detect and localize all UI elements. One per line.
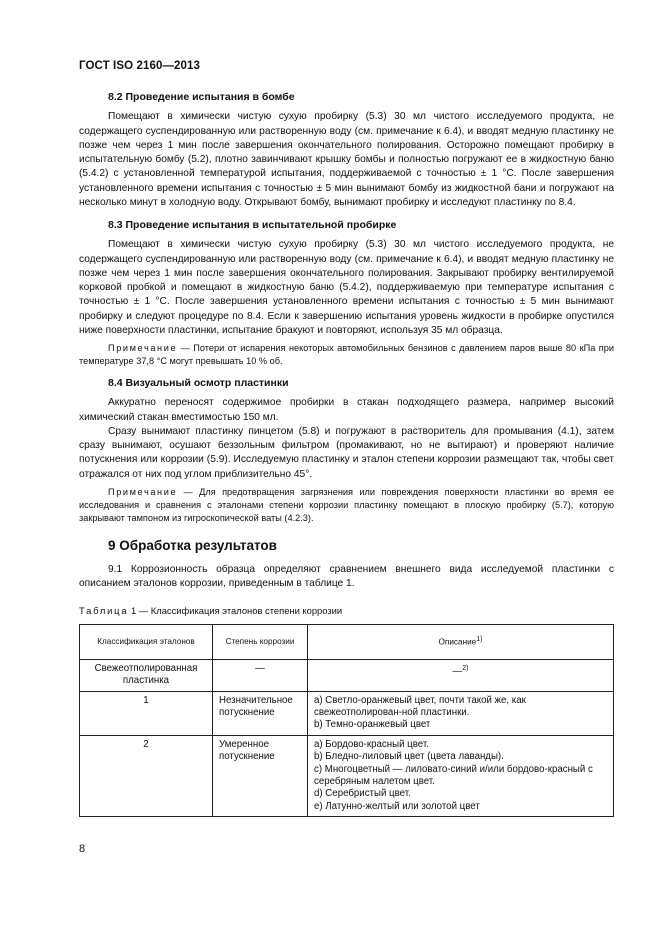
- section-8-3-note: [79, 342, 614, 368]
- note-text: — Для предотвращения загрязнения или повреждения поверхности пластинки во время ее исследования и сравнения с эталонами степени коррозии пластинку помещают в плоскую пробирку (5.7), которую закрывают тампоном из гигроскопической ваты (4.2.3).: [79, 486, 614, 523]
- section-8-4-text-2: Сразу вынимают пластинку пинцетом (5.8) и погружают в растворитель для промывания (4.1), затем сразу вынимают, осушают беззольным фильтром (промакивают, но не вытирают) и проверяют наличие потускнения или коррозии (5.9). Исследуемую пластинку и эталон степени коррозии размещают так, чтобы свет отражался от них под углом приблизительно 45°.: [79, 425, 614, 480]
- description-line: b) Темно-оранжевый цвет: [314, 719, 431, 731]
- page-content: [79, 90, 614, 817]
- section-8-4-text-1: Аккуратно переносят содержимое пробирки в стакан подходящего размера, например высокий химический стакан вместимостью 150 мл.: [79, 397, 614, 423]
- description-line: с) Многоцветный — лиловато-синий и/или бордово-красный с серебряным налетом цвет.: [314, 763, 593, 787]
- header-description-label: Описание: [438, 638, 477, 648]
- section-8-2-text: Помещают в химически чистую сухую пробирку (5.3) 30 мл чистого исследуемого продукта, не содержащего суспендированную или растворенную воду (см. примечание к 6.4), и вводят медную пластинку не позже чем через 1 мин после завершения окончательного полирования. Осторожно помещают пробирку в испытательную бомбу (5.2), плотно завинчивают крышку бомбы и полностью погружают ее в жидкостную баню (5.4.2) с установленной температурой испытания, поддерживаемой с точностью ± 1 °С. После завершения установленного времени испытания с точностью ± 5 мин вынимают бомбу из жидкостной бани и погружают на несколько минут в холодную воду. Открывают бомбу, вынимают пробирку и исследуют пластинку по 8.4.: [79, 111, 614, 208]
- description-line: b) Бледно-лиловый цвет (цвета лаванды).: [314, 751, 504, 763]
- cell-description: [308, 735, 614, 816]
- section-heading-8-2: 8.2 Проведение испытания в бомбе: [108, 91, 295, 103]
- description-line: d) Серебристый цвет.: [314, 788, 411, 800]
- table-caption-text: 1 — Классификация эталонов степени коррозии: [128, 604, 343, 616]
- note-label: Примечание: [108, 343, 178, 353]
- note-label: Примечание: [108, 486, 178, 497]
- description-footnote: 2): [462, 664, 469, 672]
- cell-degree: —: [213, 659, 308, 691]
- description-line: е) Латунно-желтый или золотой цвет: [314, 800, 480, 812]
- section-9-1-text: 9.1 Коррозионность образца определяют сравнением внешнего вида исследуемой пластинки с описанием эталонов коррозии, приведенным в таблице 1.: [79, 564, 614, 590]
- header-description-footnote: 1): [476, 636, 483, 644]
- document-header: ГОСТ ISO 2160—2013: [79, 60, 201, 72]
- section-heading-8-4: 8.4 Визуальный осмотр пластинки: [108, 377, 289, 389]
- note-text: — Потери от испарения некоторых автомобильных бензинов с давлением паров выше 80 кПа при температуре 37,8 °С могут превышать 10 % об.: [79, 343, 614, 366]
- cell-degree: Умеренное потускнение: [213, 735, 308, 816]
- description-line: а) Светло-оранжевый цвет, почти такой же, как свежеотполирован-ной пластинки.: [314, 694, 526, 718]
- cell-classification: Свежеотполированная пластинка: [80, 659, 213, 691]
- table-caption-label: Таблица: [79, 604, 129, 616]
- table-row: [80, 659, 614, 691]
- cell-degree: Незначительное потускнение: [213, 691, 308, 735]
- description-line: —: [452, 665, 463, 677]
- cell-classification: 1: [80, 691, 213, 735]
- section-8-4-note: [79, 486, 614, 525]
- cell-description: [308, 691, 614, 735]
- description-line: а) Бордово-красный цвет.: [314, 738, 429, 750]
- header-description: [308, 624, 614, 659]
- section-heading-8-3: 8.3 Проведение испытания в испытательной пробирке: [108, 219, 397, 231]
- section-heading-9: 9 Обработка результатов: [108, 537, 277, 553]
- page-number: 8: [79, 843, 86, 855]
- cell-description: [308, 659, 614, 691]
- section-8-3-text: Помещают в химически чистую сухую пробирку (5.3) 30 мл чистого исследуемого продукта, не содержащего суспендированную или растворенную воду (см. примечание к 6.4), и вводят медную пластинку не позже чем через 1 мин после завершения окончательного полирования. Закрывают пробирку вентилируемой корковой пробкой и помещают в жидкостную баню (5.4.2), поддерживаемую при температуре испытания с точностью ± 1 °С. После завершения установленного времени испытания с точностью ± 5 мин вынимают пробирку и следуют процедуре по 8.4. Если к завершению испытания уровень жидкости в пробирке опустился ниже поверхности пластинки, испытание бракуют и повторяют, используя 35 мл образца.: [79, 239, 614, 336]
- corrosion-classification-table: [79, 624, 614, 817]
- table-caption: [79, 604, 614, 618]
- table-header-row: [80, 624, 614, 659]
- table-row: [80, 735, 614, 816]
- header-degree: Степень коррозии: [213, 624, 308, 659]
- header-classification: Классификация эталонов: [80, 624, 213, 659]
- cell-classification: 2: [80, 735, 213, 816]
- table-row: [80, 691, 614, 735]
